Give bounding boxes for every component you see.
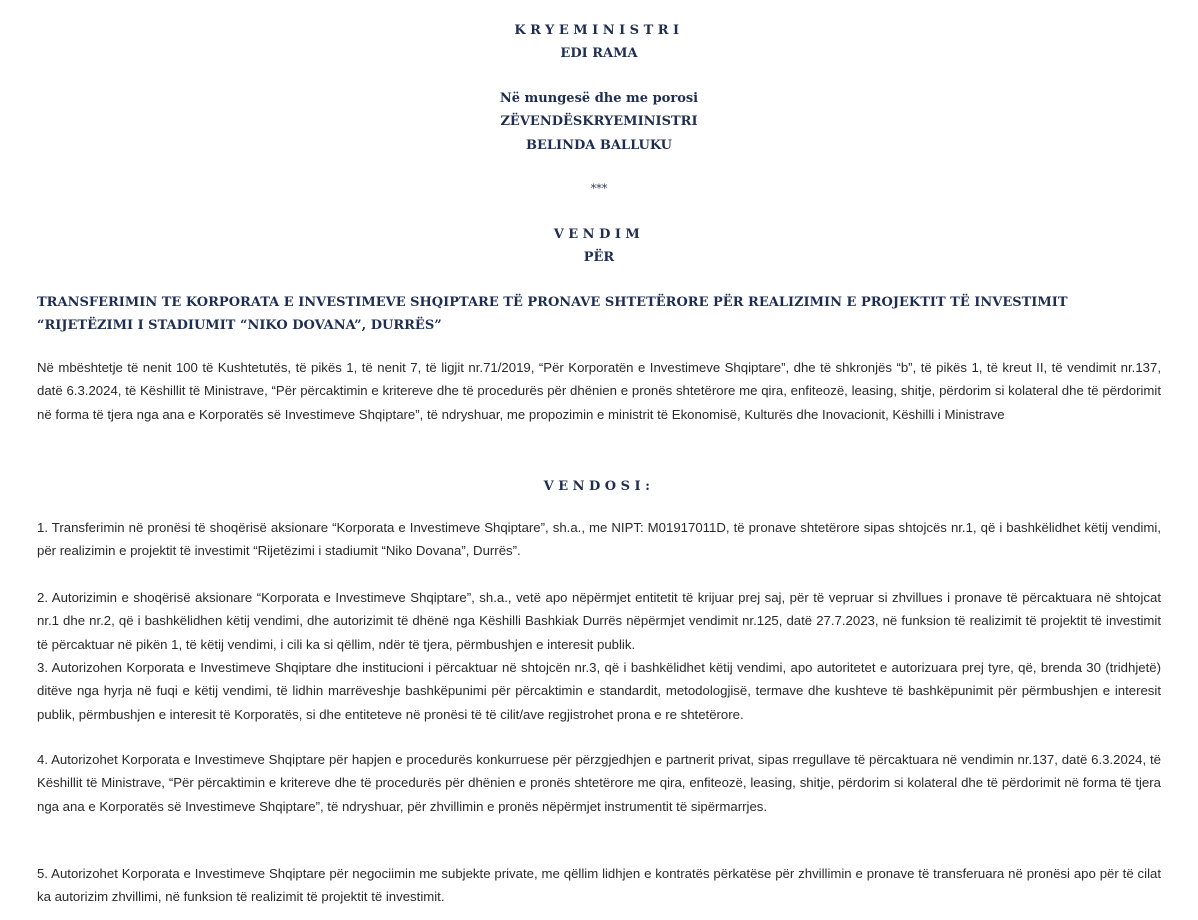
deputy-office: ZËVENDËSKRYEMINISTRI bbox=[500, 114, 698, 129]
decision-for: PËR bbox=[583, 250, 615, 265]
office-title: KRYEMINISTRI bbox=[514, 23, 684, 38]
deputy-name: BELINDA BALLUKU bbox=[525, 138, 673, 153]
decision-point-5: 5. Autorizohet Korporata e Investimeve Shqiptare për negociimin me subjekte private, me qëllim lidhjen e kontratës përkatëse për zhvillimin e pronave të transferuara në pronësi apo për të cilat ka autorizim zhvillimi, në funksion të realizimit të projektit të investimit. bbox=[37, 866, 1161, 905]
absence-note: Në mungesë dhe me porosi bbox=[499, 91, 699, 106]
decision-point-4: 4. Autorizohet Korporata e Investimeve Shqiptare për hapjen e procedurës konkurruese për përzgjedhjen e partnerit privat, sipas rregullave të përcaktuara në vendimin nr.137, datë 6.3.2024, të Këshillit të Ministrave, “Për përcaktimin e kritereve dhe të procedurës për dhënien e pronës shtetërore me qira, enfiteozë, leasing, shitje, përdorim si kolateral dhe të përdorimit në forma të tjera nga ana e Korporatës së Investimeve Shqiptare”, të ndryshuar, për zhvillimin e pronës nëpërmjet instrumentit të sipërmarrjes. bbox=[37, 752, 1161, 814]
decision-point-2: 2. Autorizimin e shoqërisë aksionare “Korporata e Investimeve Shqiptare”, sh.a., vetë apo nëpërmjet entitetit të krijuar prej saj, për të vepruar si zhvillues i pronave të përcaktuara në shtojcat nr.1 dhe nr.2, që i bashkëlidhen këtij vendimi, dhe autorizimit të dhënë nga Këshilli Bashkiak Durrës nëpërmjet vendimit nr.125, datë 27.7.2023, në funksion të realizimit të projektit të investimit të përcaktuar në pikën 1, të këtij vendimi, i cili ka si qëllim, ndër të tjera, përmbushjen e interesit publik. bbox=[37, 590, 1161, 652]
preamble: Në mbështetje të nenit 100 të Kushtetutës, të pikës 1, të nenit 7, të ligjit nr.71/2019, “Për Korporatën e Investimeve Shqiptare”, dhe të shkronjës “b”, të pikës 1, të kreut II, të vendimit nr.137, datë 6.3.2024, të Këshillit të Ministrave, “Për përcaktimin e kritereve dhe të procedurës për dhënien e pronës shtetërore me qira, enfiteozë, leasing, shitje, përdorim si kolateral dhe të përdorimit në forma të tjera nga ana e Korporatës së Investimeve Shqiptare”, të ndryshuar, me propozimin e ministrit të Ekonomisë, Kulturës dhe Inovacionit, Këshilli i Ministrave bbox=[37, 360, 1161, 422]
decision-heading: VENDIM bbox=[553, 227, 645, 242]
decision-point-1: 1. Transferimin në pronësi të shoqërisë aksionare “Korporata e Investimeve Shqiptare”, sh.a., me NIPT: M01917011D, të pronave shtetërore sipas shtojcës nr.1, që i bashkëlidhet këtij vendimi, për realizimin e projektit të investimit “Rijetëzimi i stadiumit “Niko Dovana”, Durrës”. bbox=[37, 520, 1161, 559]
decides-heading: VENDOSI: bbox=[543, 479, 655, 494]
decision-title: TRANSFERIMIN TE KORPORATA E INVESTIMEVE SHQIPTARE TË PRONAVE SHTETËRORE PËR REALIZIMIN E PROJEKTIT TË INVESTIMIT “RIJETËZIMI I STADIUMIT “NIKO DOVANA”, DURRËS” bbox=[37, 295, 1068, 333]
separator: *** bbox=[590, 182, 608, 195]
pm-name: EDI RAMA bbox=[560, 46, 638, 61]
decision-point-3: 3. Autorizohen Korporata e Investimeve Shqiptare dhe institucioni i përcaktuar në shtojcën nr.3, që i bashkëlidhet këtij vendimi, apo autoritetet e autorizuara prej tyre, që, brenda 30 (tridhjetë) ditëve nga hyrja në fuqi e këtij vendimi, të lidhin marrëveshje bashkëpunimi për përcaktimin e standardit, metodologjisë, termave dhe kushteve të bashkëpunimit për përmbushjen e interesit publik, përmbushjen e interesit të Korporatës, si dhe entiteteve në pronësi të të cilit/ave regjistrohet prona e re shtetërore. bbox=[37, 660, 1161, 722]
